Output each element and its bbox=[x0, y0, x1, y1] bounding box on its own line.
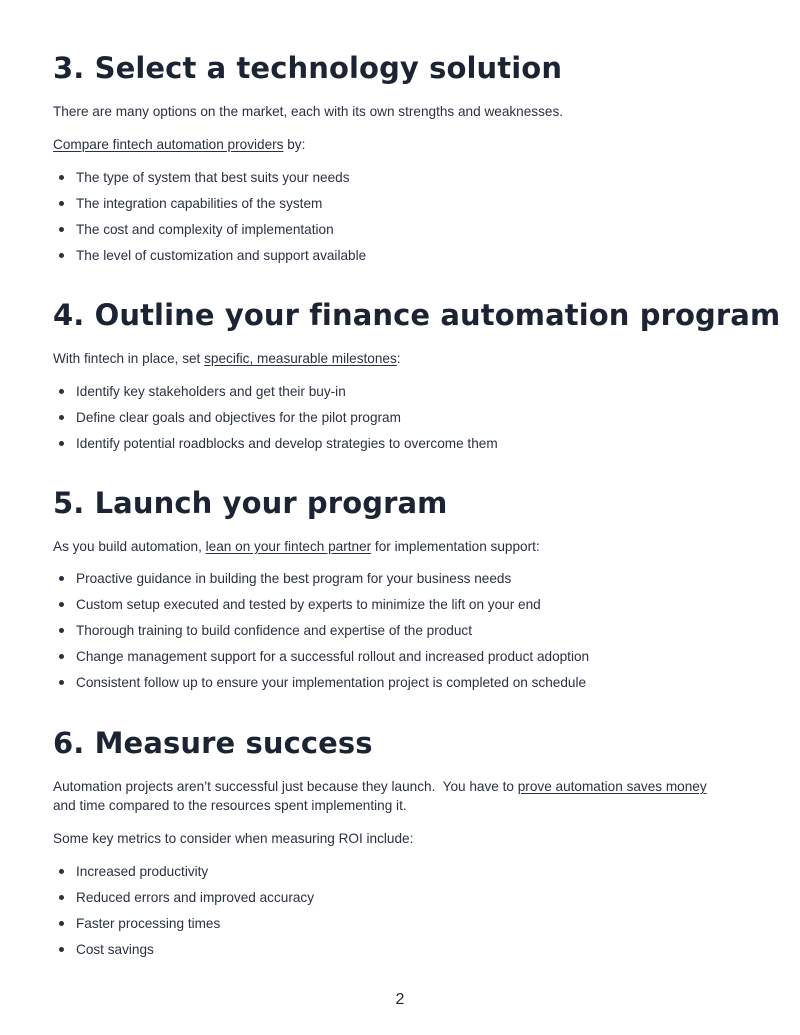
bullet-icon bbox=[59, 895, 64, 900]
list-item-text: Identify potential roadblocks and develop strategies to overcome them bbox=[76, 436, 498, 451]
milestones-link[interactable]: specific, measurable milestones bbox=[204, 351, 397, 366]
section-3-list bbox=[53, 168, 753, 272]
section-heading-3: 3. Select a technology solution bbox=[53, 51, 563, 85]
list-item-text: The integration capabilities of the system bbox=[76, 196, 323, 211]
lead-text-before: As you build automation, bbox=[53, 539, 206, 554]
bullet-icon bbox=[59, 227, 64, 232]
list-item bbox=[53, 595, 753, 621]
list-item bbox=[53, 569, 753, 595]
lead-text-after: for implementation support: bbox=[371, 539, 540, 554]
section-5-lead bbox=[53, 537, 540, 556]
list-item bbox=[53, 382, 753, 408]
bullet-icon bbox=[59, 602, 64, 607]
section-3-lead bbox=[53, 135, 305, 154]
bullet-icon bbox=[59, 201, 64, 206]
list-item bbox=[53, 673, 753, 699]
list-item bbox=[53, 408, 753, 434]
lead-text-before: Automation projects aren’t successful just because they launch. You have to bbox=[53, 779, 518, 794]
list-item-text: Define clear goals and objectives for the pilot program bbox=[76, 410, 401, 425]
list-item-text: Cost savings bbox=[76, 942, 154, 957]
bullet-icon bbox=[59, 441, 64, 446]
fintech-partner-link[interactable]: lean on your fintech partner bbox=[205, 539, 372, 554]
list-item bbox=[53, 194, 753, 220]
list-item bbox=[53, 940, 753, 966]
lead-text-after: by: bbox=[283, 137, 306, 152]
bullet-icon bbox=[59, 680, 64, 685]
bullet-icon bbox=[59, 175, 64, 180]
list-item-text: Change management support for a successful rollout and increased product adoption bbox=[76, 649, 590, 664]
list-item bbox=[53, 168, 753, 194]
list-item-text: Faster processing times bbox=[76, 916, 221, 931]
lead-text-before: With fintech in place, set bbox=[53, 351, 205, 366]
prove-savings-link[interactable]: prove automation saves money bbox=[517, 779, 707, 794]
bullet-icon bbox=[59, 921, 64, 926]
list-item bbox=[53, 220, 753, 246]
bullet-icon bbox=[59, 869, 64, 874]
section-6-list bbox=[53, 862, 753, 966]
bullet-icon bbox=[59, 253, 64, 258]
section-6-metrics-intro: Some key metrics to consider when measuring ROI include: bbox=[53, 831, 414, 846]
section-5-list bbox=[53, 569, 753, 699]
bullet-icon bbox=[59, 628, 64, 633]
section-4-list bbox=[53, 382, 753, 460]
section-3-intro: There are many options on the market, each with its own strengths and weaknesses. bbox=[53, 104, 564, 119]
bullet-icon bbox=[59, 415, 64, 420]
section-heading-4: 4. Outline your finance automation program bbox=[53, 298, 781, 332]
bullet-icon bbox=[59, 654, 64, 659]
list-item-text: Custom setup executed and tested by experts to minimize the lift on your end bbox=[76, 597, 541, 612]
bullet-icon bbox=[59, 947, 64, 952]
list-item bbox=[53, 914, 753, 940]
lead-text-after: : bbox=[396, 351, 401, 366]
section-heading-6: 6. Measure success bbox=[53, 726, 373, 760]
section-heading-5: 5. Launch your program bbox=[53, 486, 448, 520]
list-item bbox=[53, 862, 753, 888]
list-item-text: The level of customization and support available bbox=[76, 248, 367, 263]
bullet-icon bbox=[59, 576, 64, 581]
list-item bbox=[53, 621, 753, 647]
list-item-text: The cost and complexity of implementation bbox=[76, 222, 334, 237]
list-item bbox=[53, 246, 753, 272]
list-item bbox=[53, 647, 753, 673]
list-item-text: Proactive guidance in building the best program for your business needs bbox=[76, 571, 512, 586]
bullet-icon bbox=[59, 389, 64, 394]
list-item-text: The type of system that best suits your needs bbox=[76, 170, 350, 185]
compare-providers-link[interactable]: Compare fintech automation providers bbox=[53, 137, 284, 152]
section-6-lead bbox=[53, 777, 753, 796]
section-4-lead bbox=[53, 349, 401, 368]
page-number: 2 bbox=[395, 991, 405, 1008]
list-item-text: Thorough training to build confidence and expertise of the product bbox=[76, 623, 472, 638]
list-item-text: Consistent follow up to ensure your implementation project is completed on schedule bbox=[76, 675, 587, 690]
list-item-text: Identify key stakeholders and get their buy-in bbox=[76, 384, 346, 399]
section-6-lead-continued: and time compared to the resources spent implementing it. bbox=[53, 798, 407, 813]
list-item bbox=[53, 434, 753, 460]
list-item-text: Increased productivity bbox=[76, 864, 209, 879]
list-item-text: Reduced errors and improved accuracy bbox=[76, 890, 315, 905]
list-item bbox=[53, 888, 753, 914]
